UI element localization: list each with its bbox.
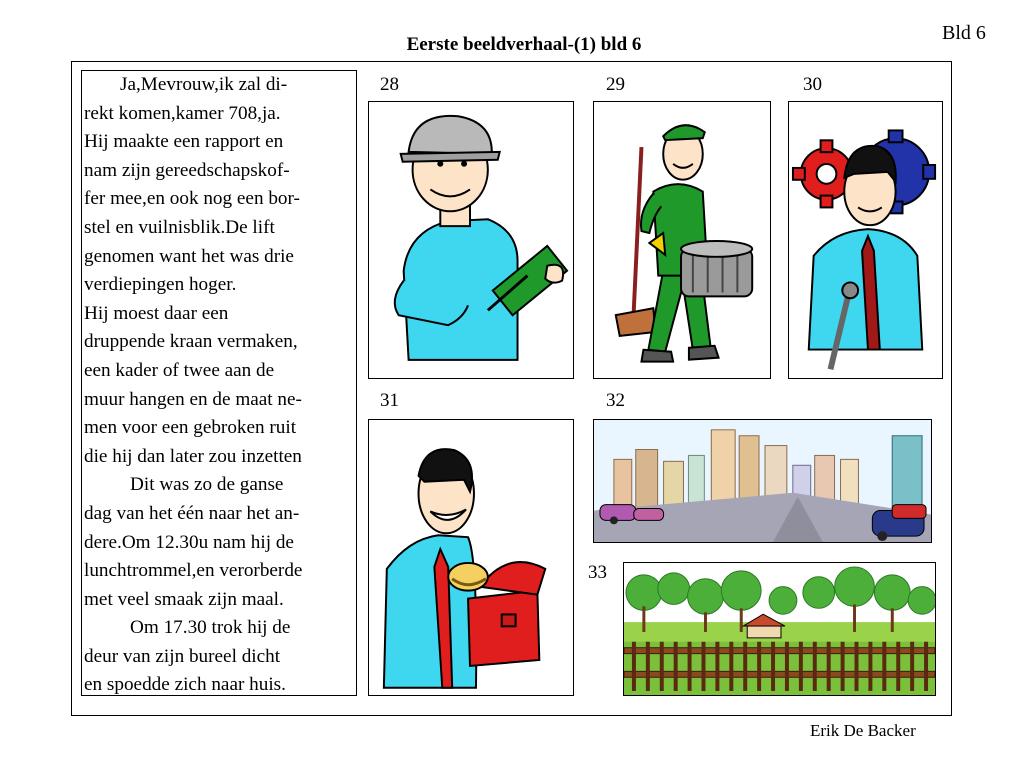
panel-number-29: 29 xyxy=(606,74,625,95)
story-line: die hij dan later zou inzetten xyxy=(84,445,302,467)
park-fence-illustration xyxy=(624,563,935,695)
story-line: een kader of twee aan de xyxy=(84,359,275,381)
author-credit: Erik De Backer xyxy=(810,721,916,740)
page-title: Eerste beeldverhaal-(1) bld 6 xyxy=(406,34,642,55)
story-line: fer mee,en ook nog een bor- xyxy=(84,188,300,210)
story-line: lunchtrommel,en verorberde xyxy=(84,560,303,582)
panel-number-30: 30 xyxy=(803,74,822,95)
story-line: Hij moest daar een xyxy=(84,302,229,324)
panel-30 xyxy=(788,101,943,379)
story-line: men voor een gebroken ruit xyxy=(84,417,297,439)
story-line: genomen want het was drie xyxy=(84,245,294,267)
story-line: deur van zijn bureel dicht xyxy=(84,645,281,667)
story-line: verdiepingen hoger. xyxy=(84,274,237,296)
story-text xyxy=(81,70,357,696)
panel-33 xyxy=(623,562,936,696)
story-line: nam zijn gereedschapskof- xyxy=(84,159,290,181)
story-line: Om 17.30 trok hij de xyxy=(130,617,291,639)
story-line: druppende kraan vermaken, xyxy=(84,331,298,353)
story-line: rekt komen,kamer 708,ja. xyxy=(84,102,281,124)
janitor-trashcan-illustration xyxy=(594,102,770,378)
panel-number-31: 31 xyxy=(380,390,399,411)
story-line: dere.Om 12.30u nam hij de xyxy=(84,531,294,553)
story-line: en spoedde zich naar huis. xyxy=(84,674,286,696)
story-line: Ja,Mevrouw,ik zal di- xyxy=(120,74,288,95)
story-line: dag van het één naar het an- xyxy=(84,502,300,524)
story-line: Hij maakte een rapport en xyxy=(84,131,284,153)
story-line: met veel smaak zijn maal. xyxy=(84,588,284,610)
page-label: Bld 6 xyxy=(942,22,986,44)
panel-number-33: 33 xyxy=(588,562,607,583)
man-lunchbox-illustration xyxy=(369,420,573,695)
panel-number-28: 28 xyxy=(380,74,399,95)
panel-31 xyxy=(368,419,574,696)
city-street-illustration xyxy=(594,420,931,542)
panel-29 xyxy=(593,101,771,379)
mechanic-gears-illustration xyxy=(789,102,942,378)
panel-28 xyxy=(368,101,574,379)
story-line: Dit was zo de ganse xyxy=(130,474,284,496)
story-line: stel en vuilnisblik.De lift xyxy=(84,216,275,238)
story-line: muur hangen en de maat ne- xyxy=(84,388,302,410)
panel-32 xyxy=(593,419,932,543)
worker-clipboard-illustration xyxy=(369,102,573,378)
panel-number-32: 32 xyxy=(606,390,625,411)
